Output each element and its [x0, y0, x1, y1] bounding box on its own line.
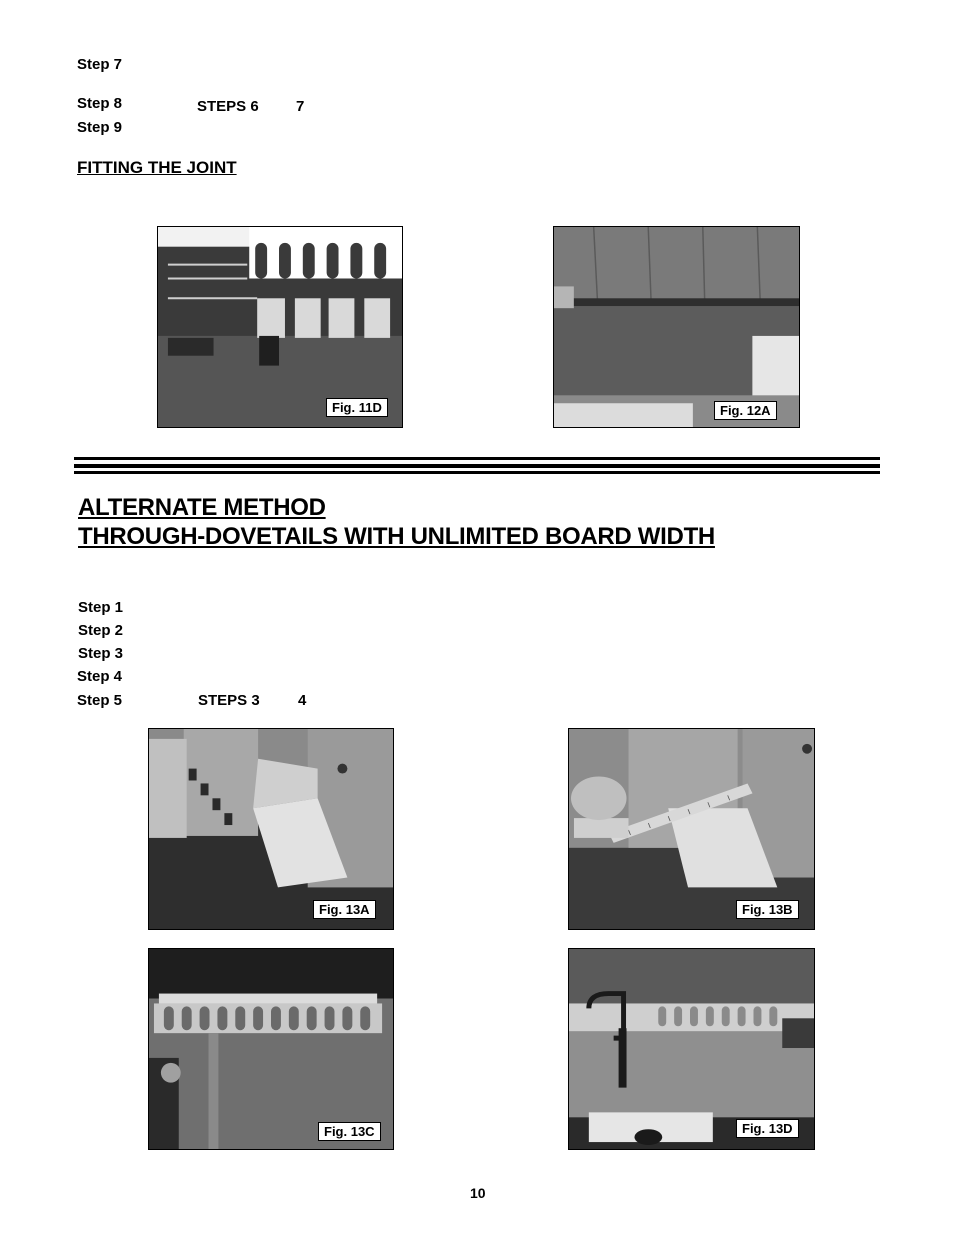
page-number: 10 [470, 1185, 486, 1201]
step-2-label: Step 2 [78, 622, 124, 639]
step-1-label: Step 1 [78, 599, 124, 616]
section-divider-rule-2 [74, 464, 880, 468]
fig-13a-caption: Fig. 13A [313, 900, 376, 919]
step-3-label: Step 3 [78, 645, 124, 662]
fig-12a-caption: Fig. 12A [714, 401, 777, 420]
ruler-measurement-photo-image [569, 729, 814, 929]
template-on-board-photo-image [149, 949, 393, 1149]
fig-13c-photo [148, 948, 394, 1150]
step-5-ref-four: 4 [298, 692, 307, 709]
section-divider-rule-3 [74, 471, 880, 474]
fitting-joint-heading: FITTING THE JOINT [77, 158, 237, 177]
step-5-label: Step 5 [77, 692, 123, 709]
jig-template-photo-image [158, 227, 402, 427]
fig-12a-photo [553, 226, 800, 428]
section-divider-rule-1 [74, 457, 880, 460]
step-7-label: Step 7 [77, 56, 123, 73]
board-with-spacer-photo-image [149, 729, 393, 929]
fig-13b-caption: Fig. 13B [736, 900, 799, 919]
step-8-ref-steps: STEPS 6 [197, 98, 259, 115]
fig-13d-caption: Fig. 13D [736, 1119, 799, 1138]
section-title-line2: THROUGH-DOVETAILS WITH UNLIMITED BOARD WIDTH [78, 523, 715, 550]
step-8-ref-seven: 7 [296, 98, 305, 115]
step-8-label: Step 8 [77, 95, 123, 112]
fitted-dovetail-photo-image [554, 227, 799, 427]
fig-13c-caption: Fig. 13C [318, 1122, 381, 1141]
step-4-label: Step 4 [77, 668, 123, 685]
section-title-line1: ALTERNATE METHOD [78, 494, 326, 521]
step-9-label: Step 9 [77, 119, 123, 136]
fig-11d-caption: Fig. 11D [326, 398, 388, 417]
step-5-ref-steps: STEPS 3 [198, 692, 260, 709]
